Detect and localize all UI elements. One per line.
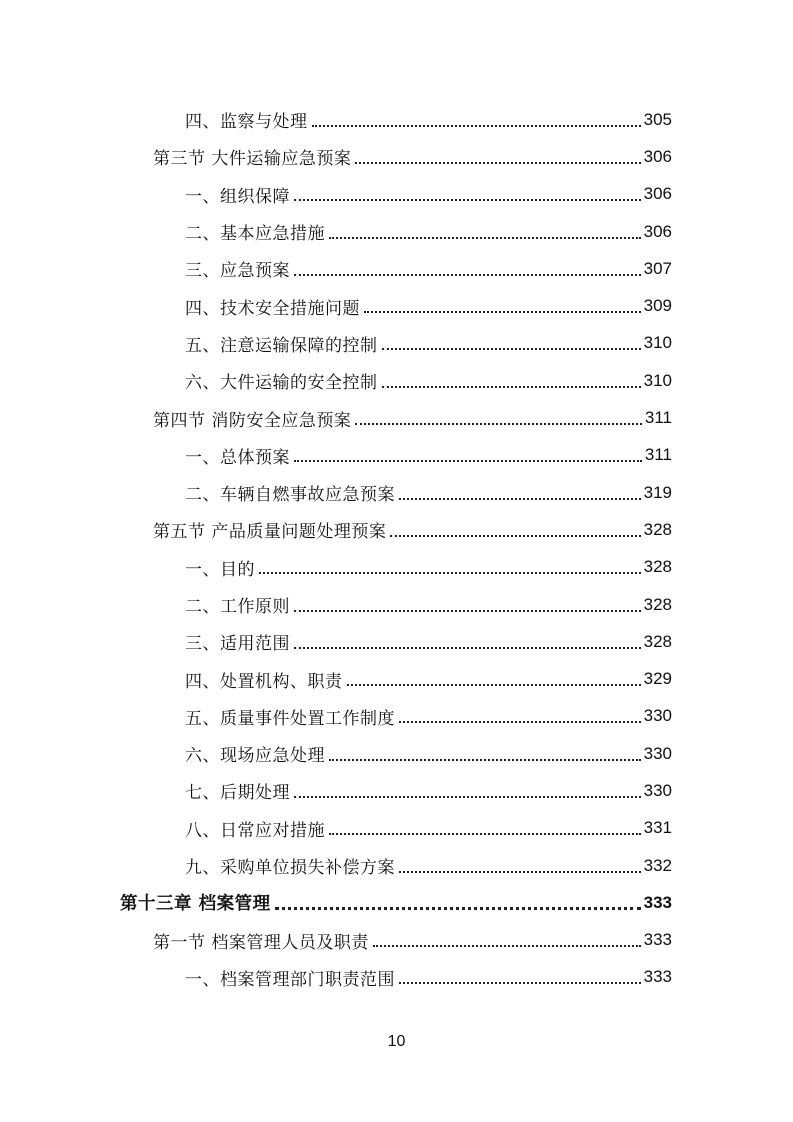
toc-entry-page-number: 328 xyxy=(643,631,672,651)
dot-leader xyxy=(399,982,641,984)
toc-chapter-entry[interactable] xyxy=(0,884,793,921)
dot-leader xyxy=(399,498,641,500)
toc-section-entry[interactable] xyxy=(0,399,793,436)
toc-entry-title: 六、现场应急处理 xyxy=(185,746,325,767)
toc-section-entry[interactable] xyxy=(0,922,793,959)
dot-leader xyxy=(364,311,641,313)
toc-entry-page-number: 311 xyxy=(644,445,672,465)
toc-subsection-entry[interactable] xyxy=(0,437,793,474)
toc-entry-page-number: 305 xyxy=(643,109,672,129)
toc-subsection-entry[interactable] xyxy=(0,101,793,138)
toc-entry-page-number: 330 xyxy=(643,706,672,726)
dot-leader xyxy=(382,386,641,388)
toc-entry-title: 第一节 档案管理人员及职责 xyxy=(153,932,369,953)
toc-subsection-entry[interactable] xyxy=(0,660,793,697)
toc-entry-title: 一、档案管理部门职责范围 xyxy=(185,969,395,990)
toc-entry-page-number: 328 xyxy=(643,557,672,577)
toc-entry-page-number: 333 xyxy=(643,967,672,987)
toc-entry-title: 五、质量事件处置工作制度 xyxy=(185,708,395,729)
toc-subsection-entry[interactable] xyxy=(0,810,793,847)
toc-section-entry[interactable] xyxy=(0,511,793,548)
toc-entry-title: 七、后期处理 xyxy=(185,783,290,804)
toc-entry-page-number: 306 xyxy=(643,146,672,166)
toc-entry-title: 一、目的 xyxy=(185,559,255,580)
toc-entry-title: 八、日常应对措施 xyxy=(185,820,325,841)
toc-entry-page-number: 310 xyxy=(643,333,672,353)
toc-entry-page-number: 329 xyxy=(643,669,672,689)
toc-entry-page-number: 333 xyxy=(643,930,672,950)
toc-entry-title: 第五节 产品质量问题处理预案 xyxy=(153,522,387,543)
toc-subsection-entry[interactable] xyxy=(0,325,793,362)
toc-entry-title: 一、组织保障 xyxy=(185,186,290,207)
dot-leader xyxy=(329,759,641,761)
toc-entry-title: 第四节 消防安全应急预案 xyxy=(153,410,352,431)
toc-subsection-entry[interactable] xyxy=(0,213,793,250)
toc-entry-title: 六、大件运输的安全控制 xyxy=(185,373,378,394)
dot-leader xyxy=(294,647,641,649)
dot-leader xyxy=(275,907,641,910)
toc-subsection-entry[interactable] xyxy=(0,250,793,287)
toc-subsection-entry[interactable] xyxy=(0,698,793,735)
dot-leader xyxy=(312,125,641,127)
toc-entry-page-number: 333 xyxy=(643,892,672,912)
toc-entry-page-number: 319 xyxy=(643,482,672,502)
dot-leader xyxy=(294,199,641,201)
toc-subsection-entry[interactable] xyxy=(0,772,793,809)
toc-entry-page-number: 311 xyxy=(644,408,672,428)
dot-leader xyxy=(399,871,641,873)
toc-entry-title: 四、处置机构、职责 xyxy=(185,671,343,692)
toc-subsection-entry[interactable] xyxy=(0,362,793,399)
dot-leader xyxy=(382,348,641,350)
toc-entry-title: 四、技术安全措施问题 xyxy=(185,298,360,319)
toc-subsection-entry[interactable] xyxy=(0,959,793,996)
toc-entry-page-number: 330 xyxy=(643,743,672,763)
dot-leader xyxy=(329,833,641,835)
toc-entry-page-number: 309 xyxy=(643,296,672,316)
dot-leader xyxy=(355,162,640,164)
toc-entry-title: 三、应急预案 xyxy=(185,261,290,282)
toc-subsection-entry[interactable] xyxy=(0,623,793,660)
toc-subsection-entry[interactable] xyxy=(0,735,793,772)
toc-entry-title: 二、基本应急措施 xyxy=(185,224,325,245)
page-number: 10 xyxy=(387,1033,406,1050)
dot-leader xyxy=(355,423,641,425)
dot-leader xyxy=(373,945,641,947)
toc-entry-page-number: 306 xyxy=(643,221,672,241)
toc-subsection-entry[interactable] xyxy=(0,474,793,511)
toc-entry-page-number: 310 xyxy=(643,370,672,390)
toc-subsection-entry[interactable] xyxy=(0,287,793,324)
toc-subsection-entry[interactable] xyxy=(0,549,793,586)
dot-leader xyxy=(347,684,641,686)
dot-leader xyxy=(294,460,642,462)
toc-entry-page-number: 331 xyxy=(643,818,672,838)
dot-leader xyxy=(390,535,640,537)
toc-entry-page-number: 306 xyxy=(643,184,672,204)
toc-subsection-entry[interactable] xyxy=(0,176,793,213)
toc-section-entry[interactable] xyxy=(0,138,793,175)
toc-entry-title: 四、监察与处理 xyxy=(185,112,308,133)
toc-entry-title: 第十三章 档案管理 xyxy=(120,894,271,915)
toc-entry-page-number: 328 xyxy=(643,594,672,614)
toc-entry-page-number: 332 xyxy=(643,855,672,875)
dot-leader xyxy=(294,274,641,276)
dot-leader xyxy=(294,610,641,612)
table-of-contents xyxy=(0,101,793,996)
toc-entry-title: 二、车辆自燃事故应急预案 xyxy=(185,485,395,506)
toc-entry-title: 一、总体预案 xyxy=(185,447,290,468)
toc-entry-page-number: 330 xyxy=(643,780,672,800)
toc-subsection-entry[interactable] xyxy=(0,586,793,623)
toc-entry-title: 三、适用范围 xyxy=(185,634,290,655)
dot-leader xyxy=(329,237,641,239)
dot-leader xyxy=(294,796,641,798)
toc-entry-title: 二、工作原则 xyxy=(185,597,290,617)
dot-leader xyxy=(399,721,641,723)
toc-subsection-entry[interactable] xyxy=(0,847,793,884)
toc-entry-page-number: 328 xyxy=(643,519,672,539)
toc-entry-title: 五、注意运输保障的控制 xyxy=(185,335,378,356)
toc-entry-title: 九、采购单位损失补偿方案 xyxy=(185,858,395,879)
dot-leader xyxy=(259,572,641,574)
toc-entry-page-number: 307 xyxy=(643,258,672,278)
toc-entry-title: 第三节 大件运输应急预案 xyxy=(153,149,352,170)
